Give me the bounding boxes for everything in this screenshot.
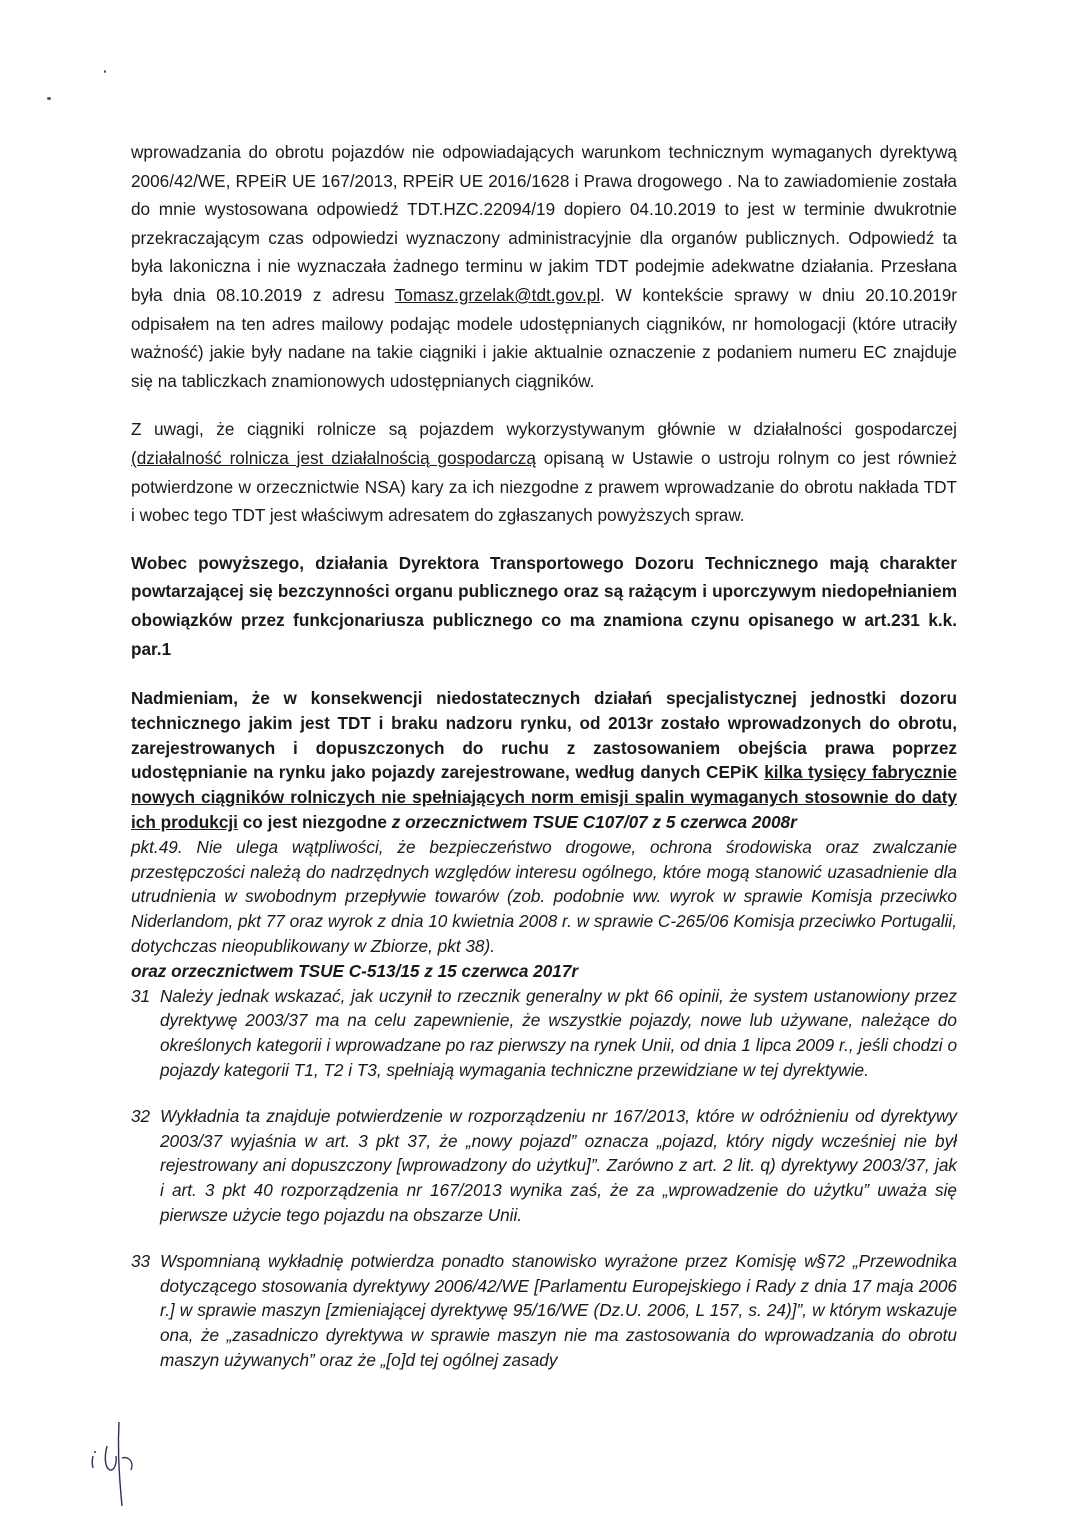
scan-speck: [47, 97, 51, 100]
item-number: 32: [131, 1105, 151, 1126]
paragraph-text: co jest niezgodne: [237, 812, 392, 833]
item-number: 33: [131, 1250, 151, 1271]
paragraph-text: opisaną w Ustawie o ustroju rolnym co jest również potwierdzone w orzecznictwie NSA) kary za ich niezgodne z prawem wprowadzanie do obrotu nakłada TDT i wobec tego TDT jest właściwym adresatem do zgłaszanych powyższych spraw.: [131, 447, 957, 526]
paragraph-text: . W kontekście sprawy w dniu 20.10.2019r odpisałem na ten adres mailowy podając modele udostępnianych ciągników, nr homologacji (które utraciły ważność) jakie były nadane na takie ciągniki i jakie aktualnie oznaczenie z podaniem numeru EC znajduje się na tabliczkach znamionowych udostępnianych ciągników.: [131, 284, 957, 391]
underlined-phrase: kilka tysięcy fabrycznie nowych ciągników rolniczych nie spełniających norm emisji spalin wymaganych stosownie do daty ich produkcji: [131, 762, 957, 833]
item-text: Należy jednak wskazać, jak uczynił to rzecznik generalny w pkt 66 opinii, że system ustanowiony przez dyrektywę 2003/37 ma na celu zapewnienie, że wszystkie pojazdy, nowe lub używane, należące do określonych kategorii i wprowadzane po raz pierwszy na rynek Unii, od dnia 1 lipca 2009 r., jeśli chodzi o pojazdy kategorii T1, T2 i T3, spełniają wymagania techniczne przewidziane w tej dyrektywie.: [160, 985, 957, 1081]
paragraph-text: Z uwagi, że ciągniki rolnicze są pojazdem wykorzystywanym głównie w działalności gospodarczej: [131, 419, 957, 440]
scan-speck: [104, 70, 106, 73]
underlined-phrase: (działalność rolnicza jest działalnością gospodarczą: [131, 447, 536, 468]
numbered-item: [131, 984, 957, 1083]
numbered-item: [131, 1104, 957, 1228]
item-text: Wspomnianą wykładnię potwierdza ponadto stanowisko wyrażone przez Komisję w§72 „Przewodnika dotyczącego stosowania dyrektywy 2006/42/WE [Parlamentu Europejskiego i Rady z dnia 17 maja 2006 r.] w sprawie maszyn [zmieniającej dyrektywę 95/16/WE (Dz.U. 2006, L 157, s. 24)]”, w którym wskazuje ona, że „zasadniczo dyrektywa w sprawie maszyn nie ma zastosowania do wprowadzania do obrotu maszyn używanych” oraz że „[o]d tej ogólnej zasady: [160, 1250, 957, 1371]
item-number: 31: [131, 985, 151, 1006]
case-reference: z orzecznictwem TSUE C107/07 z 5 czerwca 2008r: [391, 812, 797, 833]
email-address: Tomasz.grzelak@tdt.gov.pl: [394, 284, 601, 305]
handwritten-signature: [85, 1418, 145, 1508]
paragraph-text: wprowadzania do obrotu pojazdów nie odpowiadających warunkom technicznym wymaganych dyrektywą 2006/42/WE, RPEiR UE 167/2013, RPEiR UE 2016/1628 i Prawa drogowego . Na to zawiadomienie została do mnie wystosowana odpowiedź TDT.HZC.22094/19 dopiero 04.10.2019 to jest w terminie dwukrotnie przekraczającym czas odpowiedzi wyznaczony administracyjnie dla organów publicznych. Odpowiedź ta była lakoniczna i nie wyznaczała żadnego terminu w jakim TDT podejmie adekwatne działania. Przesłana była dnia 08.10.2019 z adresu: [131, 142, 957, 305]
paragraph-text: Nadmieniam, że w konsekwencji niedostatecznych działań specjalistycznej jednostki dozoru technicznego jakim jest TDT i braku nadzoru rynku, od 2013r zostało wprowadzonych do obrotu, zarejestrowanych i dopuszczonych do ruchu z zastosowaniem obejścia prawa poprzez udostępnianie na rynku jako pojazdy zarejestrowane, według danych CEPiK: [131, 688, 957, 783]
item-text: Wykładnia ta znajduje potwierdzenie w rozporządzeniu nr 167/2013, które w odróżnieniu od dyrektywy 2003/37 wyjaśnia w art. 3 pkt 37, że „nowy pojazd” oznacza „pojazd, który nigdy wcześniej nie był rejestrowany ani dopuszczony [wprowadzony do użytku]”. Zarówno z art. 2 lit. q) dyrektywy 2003/37, jak i art. 3 pkt 40 rozporządzenia nr 167/2013 wynika zaś, że za „wprowadzenie do użytku” uważa się pierwsze użycie tego pojazdu na obszarze Unii.: [160, 1105, 957, 1226]
paragraph-conclusion: Wobec powyższego, działania Dyrektora Transportowego Dozoru Technicznego mają charakter powtarzającej się bezczynności organu publicznego oraz są rażącym i uporczywym niedopełnianiem obowiązków przez funkcjonariusza publicznego co ma znamiona czynu opisanego w art.231 k.k. par.1: [131, 552, 957, 659]
paragraph-cepik: [131, 686, 957, 835]
case-reference-2: oraz orzecznictwem TSUE C-513/15 z 15 czerwca 2017r: [131, 960, 579, 981]
quote-pkt49: pkt.49. Nie ulega wątpliwości, że bezpieczeństwo drogowe, ochrona środowiska oraz zwalczanie przestępczości należą do nadrzędnych względów interesu ogólnego, które mogą stanowić uzasadnienie dla utrudnienia w swobodnym przepływie towarów (zob. podobnie ww. wyrok w sprawie Komisja przeciwko Niderlandom, pkt 77 oraz wyrok z dnia 10 kwietnia 2008 r. w sprawie C-265/06 Komisja przeciwko Portugalii, dotychczas nieopublikowany w Zbiorze, pkt 38).: [131, 836, 957, 957]
paragraph-tdt-response: [131, 138, 957, 395]
paragraph-tractors: [131, 415, 957, 529]
document-body: [131, 138, 957, 1373]
numbered-item: [131, 1249, 957, 1373]
